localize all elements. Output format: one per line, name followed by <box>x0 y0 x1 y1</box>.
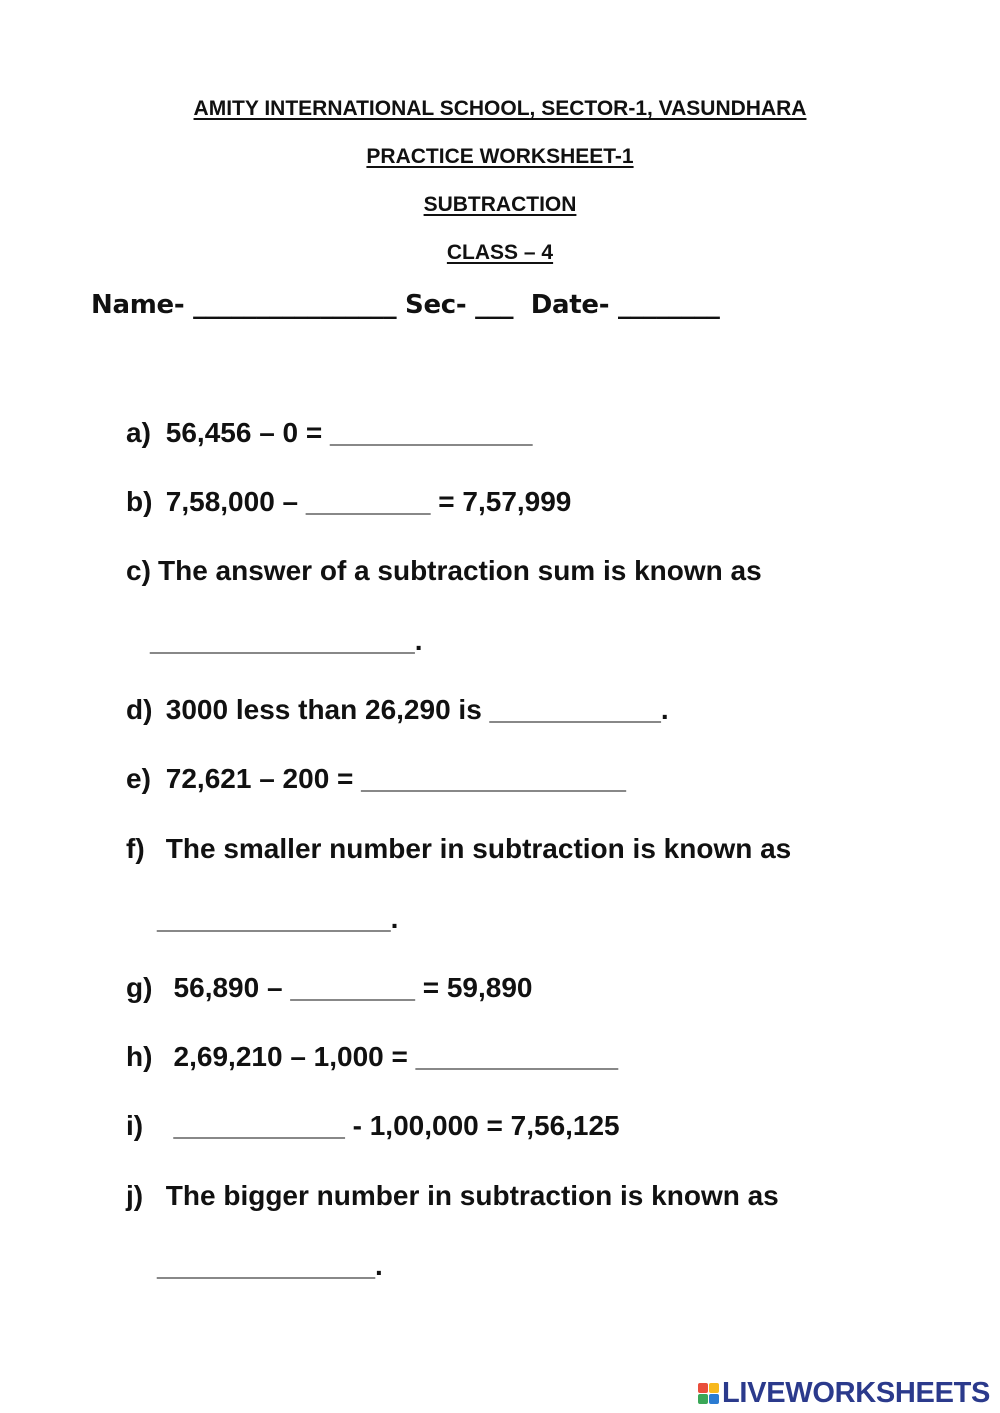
question-c-answer-blank: _________________. <box>150 625 423 656</box>
question-a <box>126 417 532 449</box>
question-label: g) <box>126 972 153 1003</box>
liveworksheets-logo-icon <box>698 1383 719 1404</box>
liveworksheets-logo <box>698 1377 990 1409</box>
question-text: 3000 less than 26,290 is ___________. <box>158 694 669 725</box>
liveworksheets-brand-text: LIVEWORKSHEETS <box>722 1376 991 1409</box>
question-label: j) <box>126 1180 144 1211</box>
question-g <box>126 972 532 1004</box>
question-label: d) <box>126 694 153 725</box>
logo-square-blue <box>709 1394 719 1404</box>
question-label: h) <box>126 1041 153 1072</box>
question-text: The smaller number in subtraction is known as <box>158 833 792 864</box>
question-b <box>126 486 571 518</box>
question-label: f) <box>126 833 145 864</box>
question-i <box>126 1110 620 1142</box>
question-j <box>126 1180 779 1212</box>
logo-square-red <box>698 1383 708 1393</box>
logo-square-yellow <box>709 1383 719 1393</box>
question-f-answer-blank: _______________. <box>157 903 399 934</box>
question-label: b) <box>126 486 153 517</box>
question-c <box>126 555 762 587</box>
school-name: AMITY INTERNATIONAL SCHOOL, SECTOR-1, VASUNDHARA <box>193 97 807 120</box>
logo-square-green <box>698 1394 708 1404</box>
question-text: 7,58,000 – ________ = 7,57,999 <box>158 486 572 517</box>
question-text: 2,69,210 – 1,000 = _____________ <box>158 1041 619 1072</box>
question-label: a) <box>126 417 151 448</box>
question-e <box>126 763 626 795</box>
question-label: i) <box>126 1110 144 1141</box>
question-text: 72,621 – 200 = _________________ <box>158 763 626 794</box>
question-f <box>126 833 791 865</box>
question-d <box>126 694 669 726</box>
question-text: The answer of a subtraction sum is known as <box>158 555 762 586</box>
student-info-line: Name- ________________ Sec- ___ Date- ________ <box>91 290 720 320</box>
question-text: The bigger number in subtraction is known as <box>158 1180 779 1211</box>
question-j-answer-blank: ______________. <box>157 1250 383 1281</box>
class-title: CLASS – 4 <box>446 241 554 264</box>
question-h <box>126 1041 618 1073</box>
question-label: e) <box>126 763 151 794</box>
question-text: 56,456 – 0 = _____________ <box>158 417 533 448</box>
topic-title: SUBTRACTION <box>423 193 577 216</box>
worksheet-title: PRACTICE WORKSHEET-1 <box>366 145 634 168</box>
question-text: ___________ - 1,00,000 = 7,56,125 <box>158 1110 620 1141</box>
question-label: c) <box>126 555 151 586</box>
question-text: 56,890 – ________ = 59,890 <box>158 972 533 1003</box>
